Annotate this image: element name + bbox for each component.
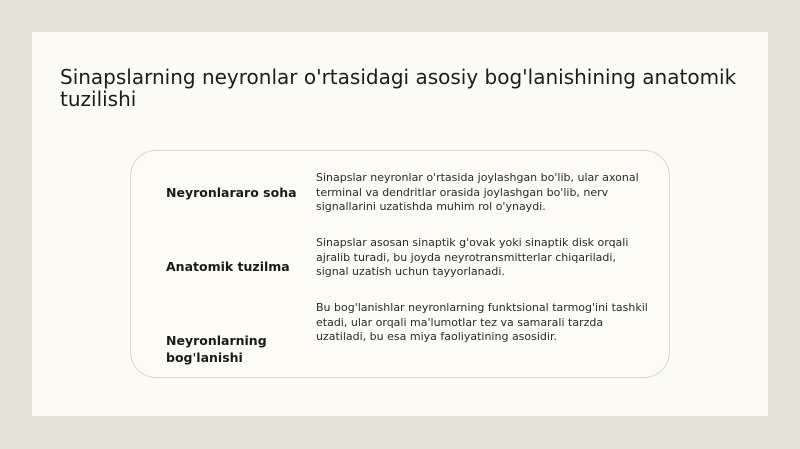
row-label: Anatomik tuzilma [166, 259, 290, 274]
slide-title: Sinapslarning neyronlar o'rtasidagi asosiy bog'lanishining anatomik tuzilishi [60, 65, 737, 111]
content-card [130, 150, 670, 378]
row-label: Neyronlararo soha [166, 185, 297, 200]
row-description: Sinapslar neyronlar o'rtasida joylashgan bo'lib, ular axonal terminal va dendritlar orasida joylashgan bo'lib, nerv signallarini uzatishda muhim rol o'ynaydi. [316, 171, 639, 213]
row-description: Sinapslar asosan sinaptik g'ovak yoki sinaptik disk orqali ajralib turadi, bu joyda neyrotransmitterlar chiqariladi, signal uzatish uchun tayyorlanadi. [316, 236, 629, 278]
row-label: Neyronlarning bog'lanishi [166, 333, 267, 365]
slide [32, 32, 768, 416]
row-description: Bu bog'lanishlar neyronlarning funktsional tarmog'ini tashkil etadi, ular orqali ma'lumotlar tez va samarali tarzda uzatiladi, bu esa miya faoliyatining asosidir. [316, 301, 648, 343]
